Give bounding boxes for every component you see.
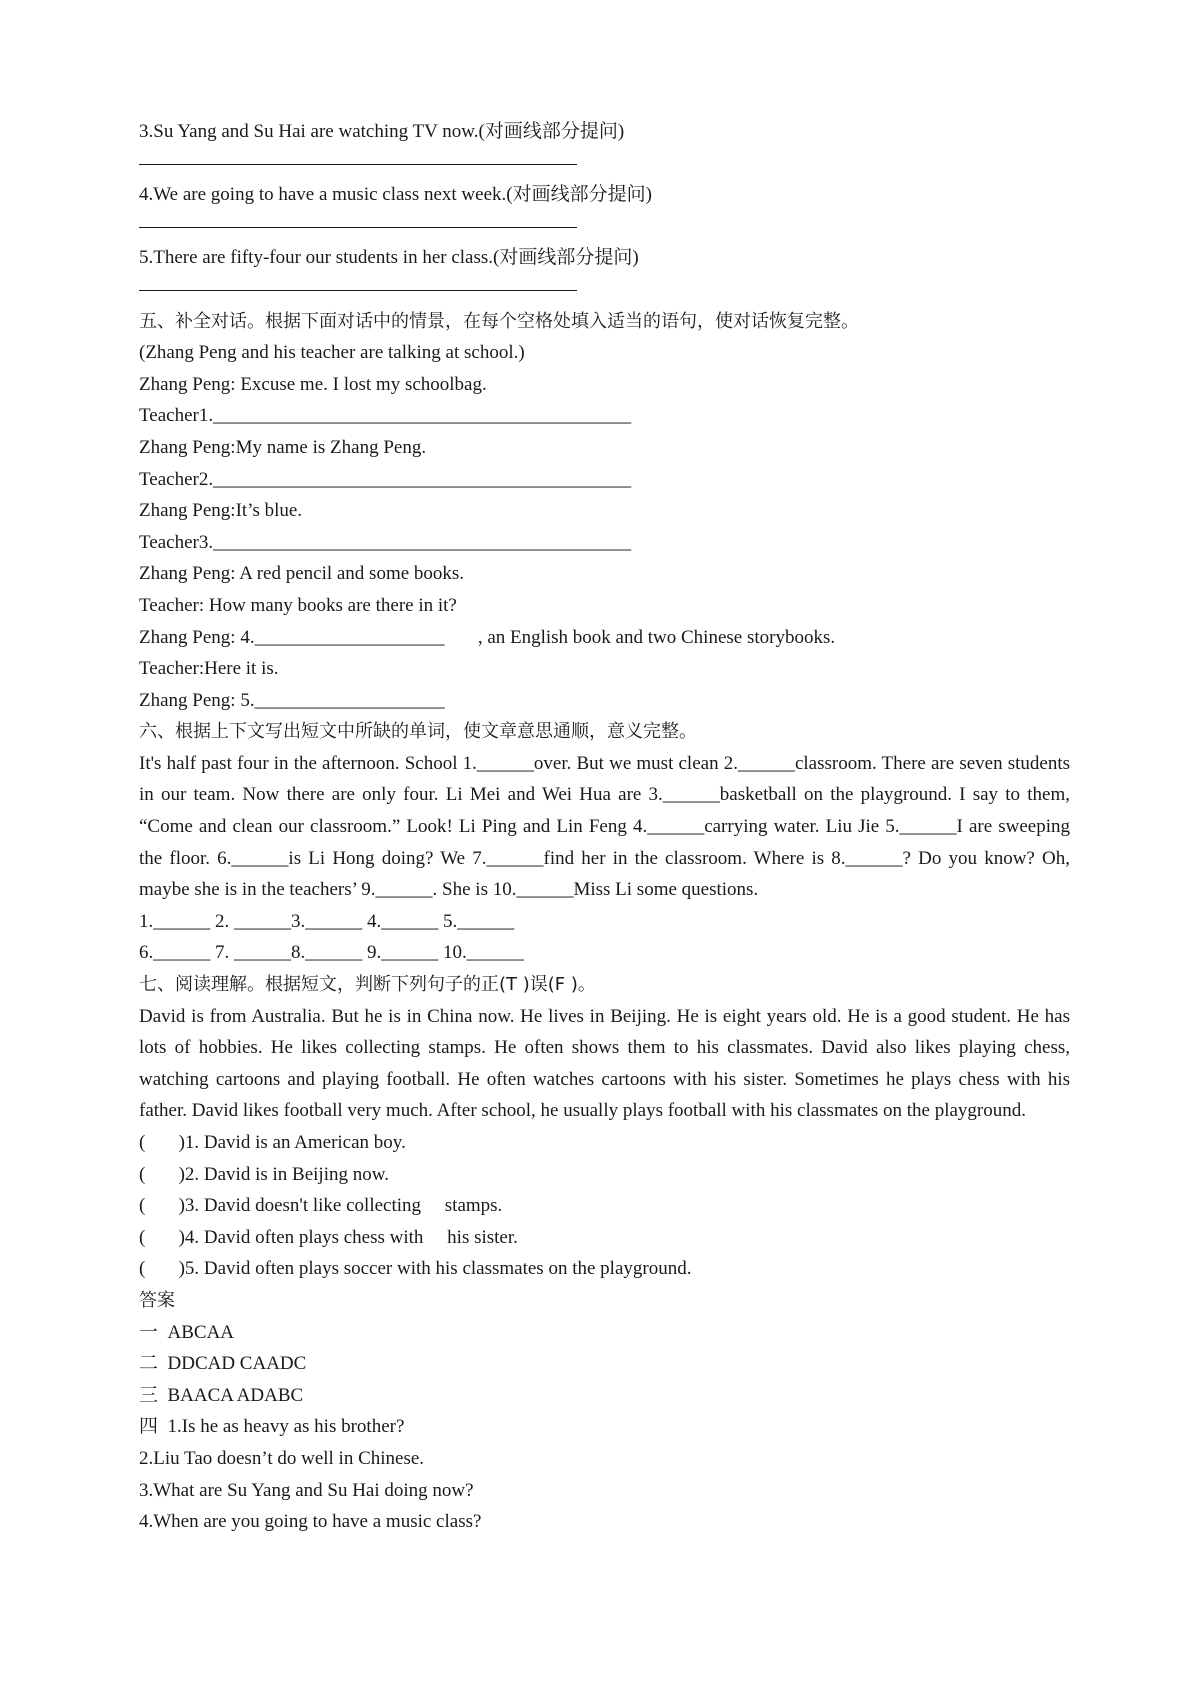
rewrite-item-3: 3.Su Yang and Su Hai are watching TV now.(对画线部分提问)	[139, 121, 625, 142]
section-6-heading: 六、根据上下文写出短文中所缺的单词，使文章意思通顺，意义完整。	[139, 721, 697, 743]
answer-line: 2.Liu Tao doesn’t do well in Chinese.	[139, 1447, 425, 1469]
answer-line: 3.What are Su Yang and Su Hai doing now?	[139, 1479, 474, 1501]
true-false-item: ( )2. David is in Beijing now.	[139, 1163, 389, 1185]
section-5-heading: 五、补全对话。根据下面对话中的情景，在每个空格处填入适当的语句，使对话恢复完整。	[139, 310, 859, 332]
dialogue-line: Zhang Peng:It’s blue.	[139, 500, 303, 522]
dialogue-line: (Zhang Peng and his teacher are talking at school.)	[139, 342, 525, 364]
answer-line: 四 1.Is he as heavy as his brother?	[139, 1416, 405, 1438]
true-false-item: ( )3. David doesn't like collecting stamps.	[139, 1195, 503, 1217]
answer-line: 三 BAACA ADABC	[139, 1384, 304, 1406]
answer-blank-line[interactable]	[139, 274, 1070, 306]
answer-blank-line[interactable]	[139, 211, 1070, 243]
reading-passage: David is from Australia. But he is in China now. He lives in Beijing. He is eight years old. He is a good student. He has lots of hobbies. He likes collecting stamps. He often shows them to his classmates. David also likes playing chess, watching cartoons and playing football. He often watches cartoons with his sister. Sometimes he plays chess with his father. David likes football very much. After school, he usually plays football with his classmates on the playground.	[139, 1005, 1070, 1122]
rewrite-item-4: 4.We are going to have a music class next week.(对画线部分提问)	[139, 184, 652, 206]
cloze-passage: It's half past four in the afternoon. School 1.______over. But we must clean 2.______classroom. There are seven students in our team. Now there are only four. Li Mei and Wei Hua are 3.______basketball on the playground. I say to them, “Come and clean our classroom.” Look! Li Ping and Lin Feng 4.______carrying water. Liu Jie 5.______I are sweeping the floor. 6.______is Li Hong doing? We 7.______find her in the classroom. Where is 8.______? Do you know? Oh, maybe she is in the teachers’ 9.______. She is 10.______Miss Li some questions.	[139, 752, 1070, 901]
answer-blank-line[interactable]	[139, 148, 1070, 180]
dialogue-line: Teacher: How many books are there in it?	[139, 594, 457, 616]
true-false-item: ( )5. David often plays soccer with his classmates on the playground.	[139, 1258, 692, 1280]
dialogue-line: Teacher2.____________________________________________	[139, 468, 632, 490]
rewrite-item-5: 5.There are fifty-four our students in her class.(对画线部分提问)	[139, 247, 639, 269]
dialogue-line: Zhang Peng: 4.____________________ , an English book and two Chinese storybooks.	[139, 626, 836, 648]
true-false-item: ( )1. David is an American boy.	[139, 1132, 406, 1153]
dialogue-line: Zhang Peng: A red pencil and some books.	[139, 563, 465, 585]
answer-line: 一 ABCAA	[139, 1321, 235, 1343]
answer-line: 二 DDCAD CAADC	[139, 1353, 307, 1375]
cloze-answer-line: 1.______ 2. ______3.______ 4.______ 5.______	[139, 910, 515, 932]
answer-line: 4.When are you going to have a music class?	[139, 1511, 482, 1533]
dialogue-line: Teacher3.____________________________________________	[139, 531, 632, 553]
true-false-item: ( )4. David often plays chess with his sister.	[139, 1226, 518, 1248]
dialogue-line: Teacher:Here it is.	[139, 658, 279, 680]
dialogue-line: Zhang Peng: 5.____________________	[139, 689, 445, 711]
dialogue-line: Zhang Peng: Excuse me. I lost my schoolbag.	[139, 373, 487, 395]
section-7-heading: 七、阅读理解。根据短文，判断下列句子的正(T )误(F )。	[139, 974, 596, 996]
dialogue-line: Teacher1.____________________________________________	[139, 405, 632, 427]
dialogue-line: Zhang Peng:My name is Zhang Peng.	[139, 436, 427, 458]
answers-heading: 答案	[139, 1289, 175, 1311]
page-content	[139, 116, 1070, 1538]
cloze-answer-line: 6.______ 7. ______8.______ 9.______ 10.______	[139, 942, 524, 964]
